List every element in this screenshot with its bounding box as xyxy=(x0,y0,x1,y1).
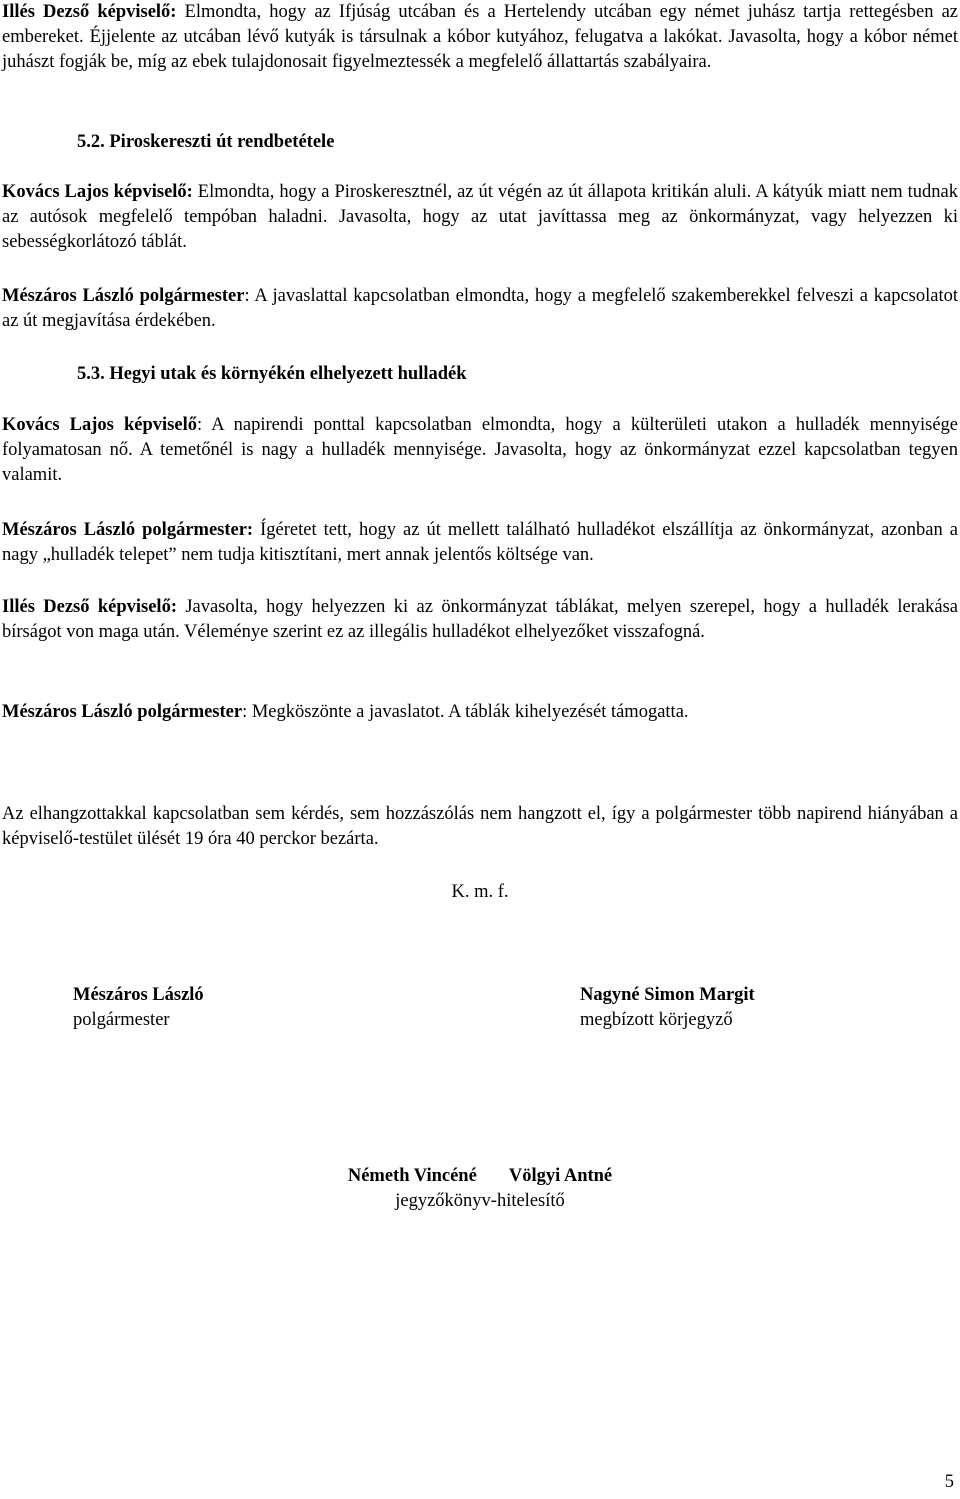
signature-notary xyxy=(580,983,755,1033)
paragraph-illes-dog xyxy=(2,0,958,75)
paragraph-text: Javasolta, hogy helyezzen ki az önkormányzat táblákat, melyen szerepel, hogy a hulladék lerakása bírságot von maga után. Véleménye szerint ez az illegális hulladékot elhelyezőket visszafogná. xyxy=(2,597,958,642)
closing-mark: K. m. f. xyxy=(451,882,509,902)
page-number: 5 xyxy=(944,1472,954,1492)
signature-title: jegyzőkönyv-hitelesítő xyxy=(395,1191,565,1211)
speaker-label: Illés Dezső képviselő: xyxy=(2,597,177,617)
speaker-label: Mészáros László polgármester: xyxy=(2,520,254,540)
paragraph-illes-signs xyxy=(2,595,958,645)
speaker-label: Kovács Lajos képviselő xyxy=(2,415,197,435)
paragraph-text: Elmondta, hogy az Ifjúság utcában és a Hertelendy utcában egy német juhász tartja rettegésben az embereket. Éjjelente az utcában lévő kutyák is társulnak a kóbor kutyához, felugatva a lakókat. Javasolta, hogy a kóbor német juhászt fogják be, míg az ebek tulajdonosait figyelmeztessék a megfelelő állattartás szabályaira. xyxy=(2,2,958,72)
speaker-label: Mészáros László polgármester xyxy=(2,702,243,722)
section-heading-5-2: 5.2. Piroskereszti út rendbetétele xyxy=(77,132,335,152)
paragraph-kovacs-waste xyxy=(2,413,958,488)
paragraph-text: : A napirendi ponttal kapcsolatban elmondta, hogy a külterületi utakon a hulladék mennyisége folyamatosan nő. A temetőnél is nagy a hulladék mennyisége. Javasolta, hogy az önkormányzat ezzel kapcsolatban tegyen valamit. xyxy=(2,415,958,485)
speaker-label: Kovács Lajos képviselő: xyxy=(2,182,193,202)
signature-title: megbízott körjegyző xyxy=(580,1010,733,1030)
paragraph-closing: Az elhangzottakkal kapcsolatban sem kérdés, sem hozzászólás nem hangzott el, így a polgármester több napirend hiányában a képviselő-testület ülését 19 óra 40 perckor bezárta. xyxy=(2,804,958,849)
paragraph-kovacs-road xyxy=(2,180,958,255)
signature-name: Mészáros László xyxy=(73,985,204,1005)
speaker-label: Mészáros László polgármester xyxy=(2,286,245,306)
signature-name: Nagyné Simon Margit xyxy=(580,985,755,1005)
signature-names: Németh Vincéné Völgyi Antné xyxy=(347,1166,613,1186)
section-heading-5-3: 5.3. Hegyi utak és környékén elhelyezett hulladék xyxy=(77,364,467,384)
paragraph-text: : A javaslattal kapcsolatban elmondta, hogy a megfelelő szakemberekkel felveszi a kapcsolatot az út megjavítása érdekében. xyxy=(2,286,959,331)
paragraph-text: : Megköszönte a javaslatot. A táblák kihelyezését támogatta. xyxy=(242,702,689,722)
speaker-label: Illés Dezső képviselő: xyxy=(2,2,177,22)
paragraph-text: Elmondta, hogy a Piroskeresztnél, az út végén az út állapota kritikán aluli. A kátyúk miatt nem tudnak az autósok megfelelő tempóban haladni. Javasolta, hogy az utat javíttassa meg az önkormányzat, vagy helyezzen ki sebességkorlátozó táblát. xyxy=(2,182,958,252)
signature-title: polgármester xyxy=(73,1010,170,1030)
signature-mayor xyxy=(73,983,204,1033)
paragraph-mayor-waste xyxy=(2,518,958,568)
paragraph-mayor-thanks xyxy=(2,700,958,725)
signature-authenticators xyxy=(0,1164,960,1214)
paragraph-text: Ígéretet tett, hogy az út mellett található hulladékot elszállítja az önkormányzat, azonban a nagy „hulladék telepet” nem tudja kitisztítani, mert annak jelentős költsége van. xyxy=(2,520,958,565)
paragraph-mayor-road xyxy=(2,284,958,334)
